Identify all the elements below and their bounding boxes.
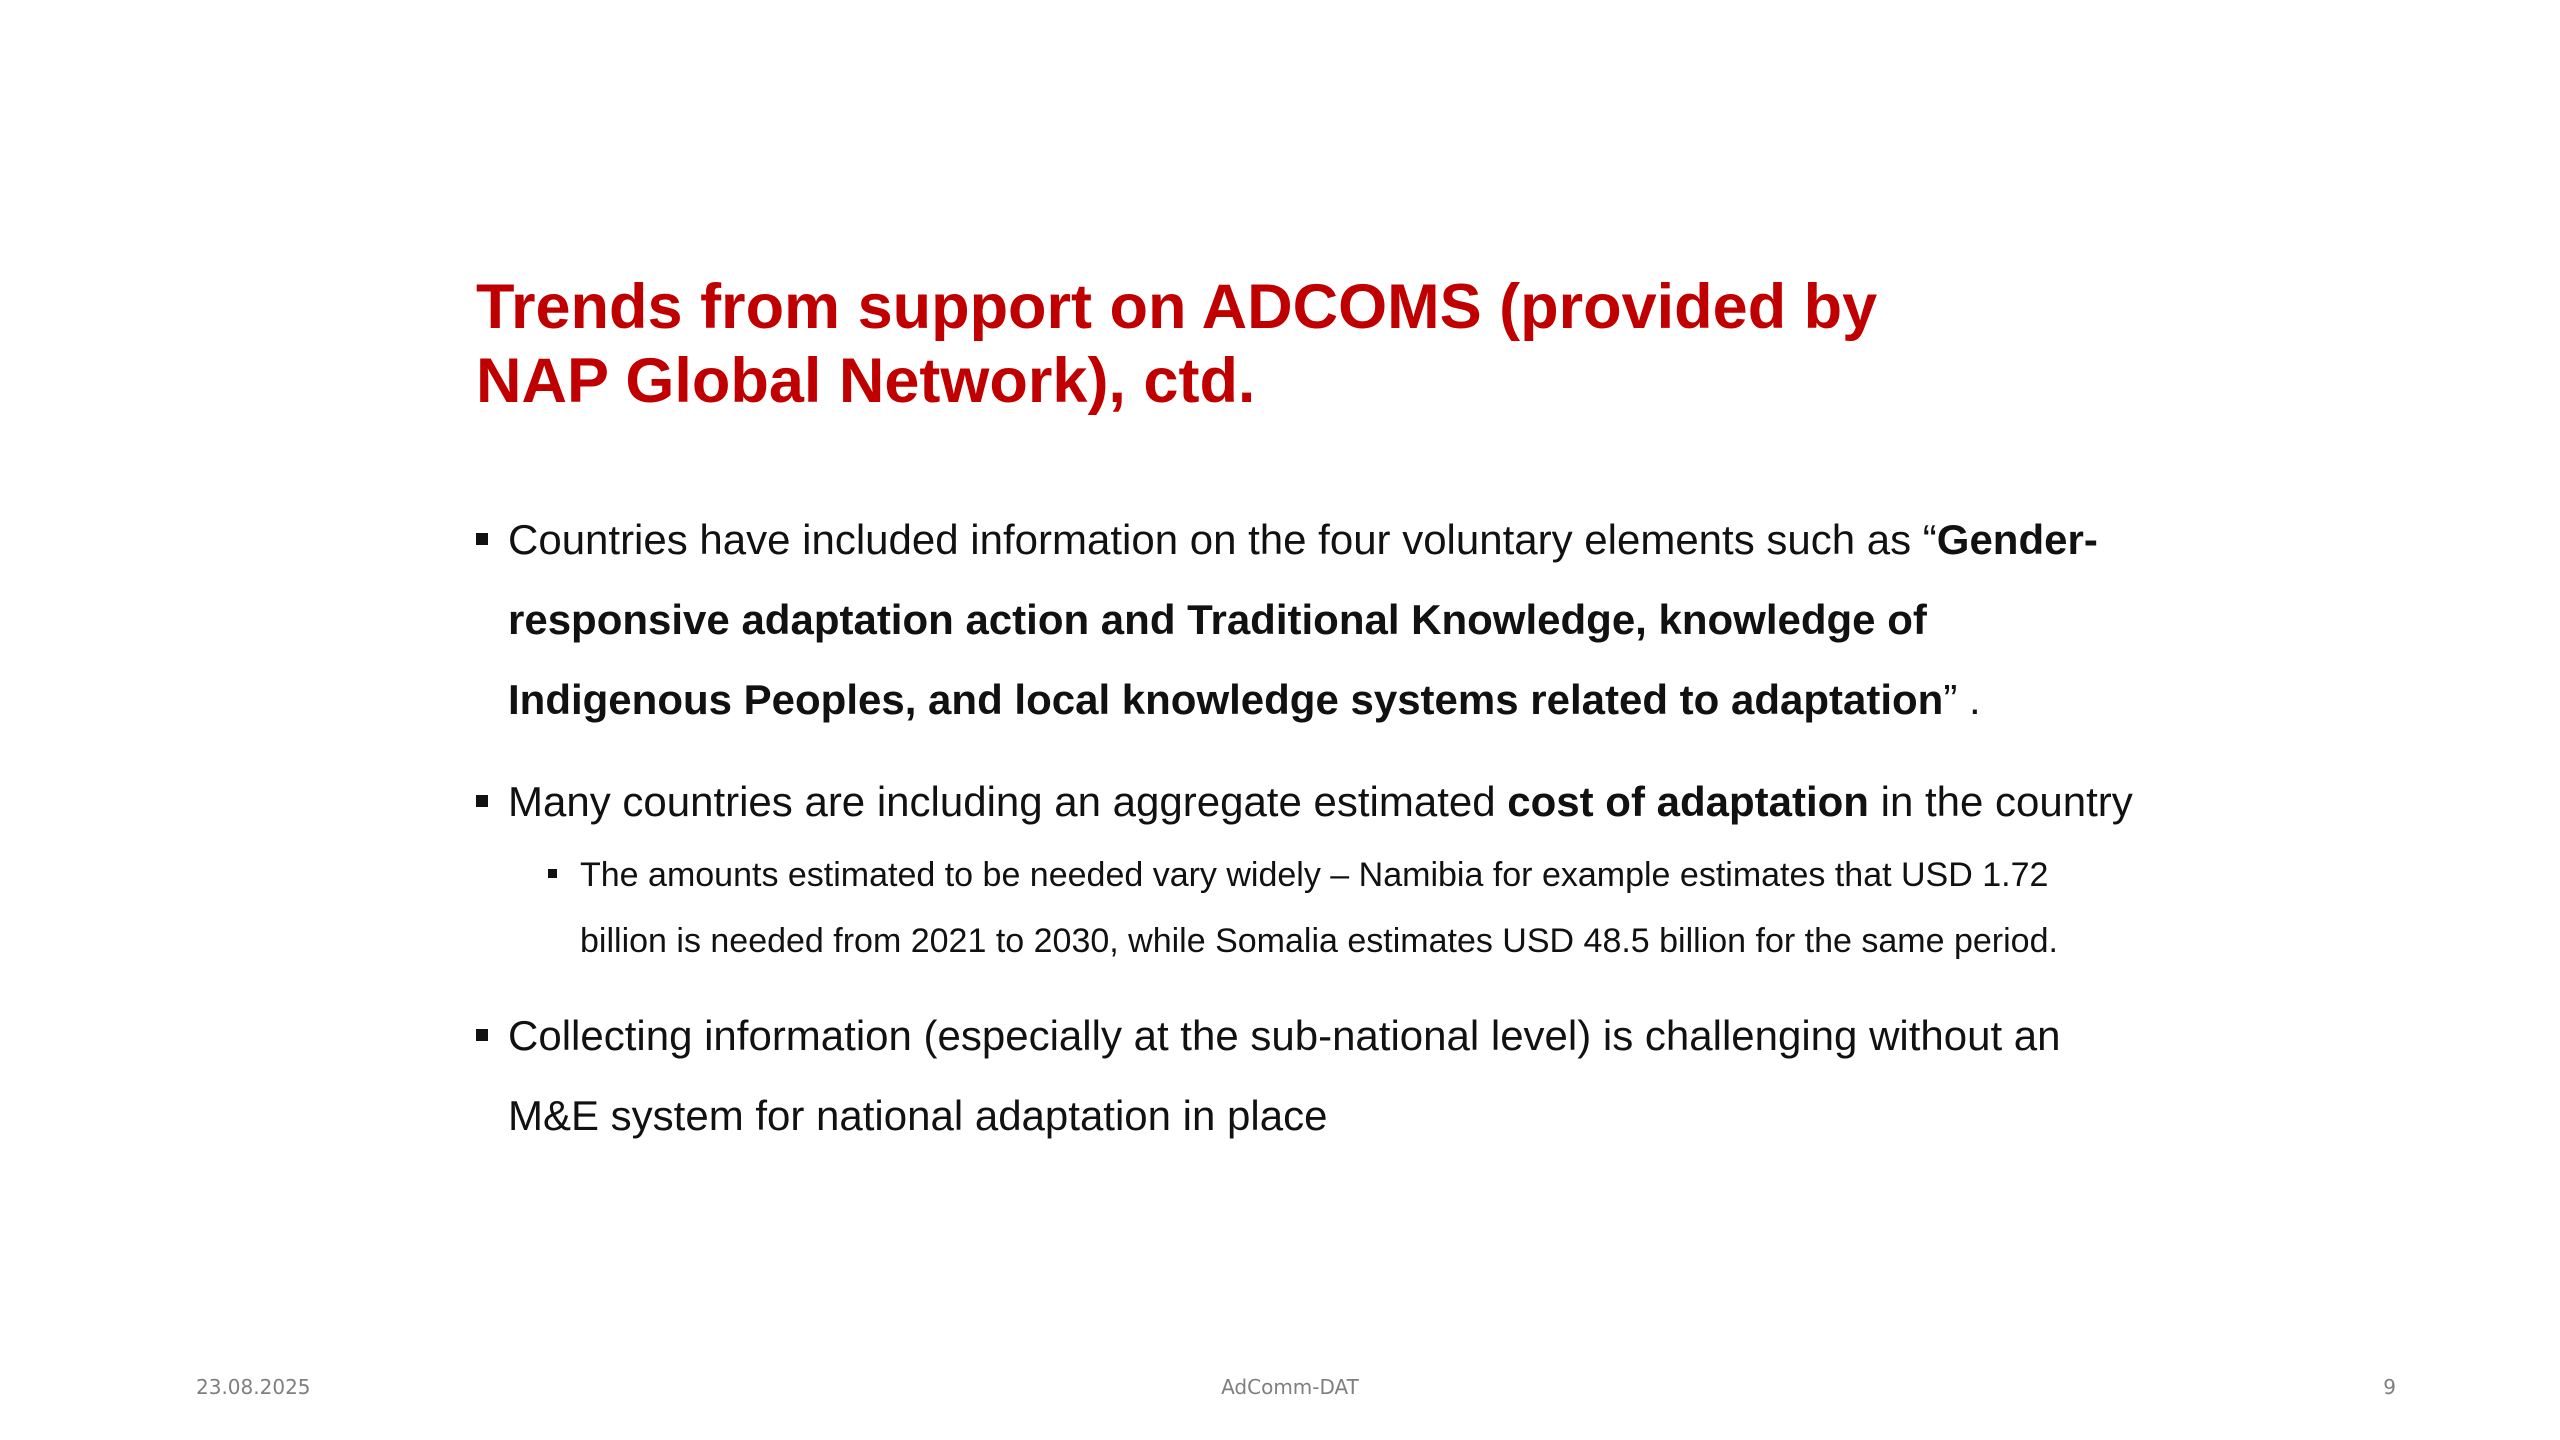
sub-bullet-item-amounts [548,842,2266,974]
square-bullet-icon [476,533,488,545]
footer-date: 23.08.2025 [196,1375,311,1399]
bullet-item-cost-of-adaptation [476,762,2266,842]
bullet-text: in the country [1868,778,2133,825]
bullet-list [476,500,2266,1156]
bullet-bold-text: Indigenous Peoples, and local knowledge systems related to adaptation [508,676,1944,723]
sub-bullet-line: The amounts estimated to be needed vary widely – Namibia for example estimates that USD 1.72 [580,856,2049,894]
page-number: 9 [2383,1375,2396,1399]
bullet-item-collecting-information [476,996,2266,1156]
bullet-text: ” . [1943,676,1981,723]
bullet-text: Countries have included information on the four voluntary elements such as “ [508,516,1937,563]
bullet-line [508,660,2266,740]
spacer [476,974,2266,996]
bullet-bold-text: cost of adaptation [1507,778,1869,825]
bullet-bold-text: Gender- [1936,516,2098,563]
bullet-line [508,580,2266,660]
square-bullet-icon [548,869,557,878]
footer-center-label: AdComm-DAT [1221,1375,1359,1399]
slide-title-line-2: NAP Global Network), ctd. [476,346,1256,416]
bullet-line: M&E system for national adaptation in place [508,1092,1328,1139]
bullet-line [508,762,2266,842]
sub-bullet-line: billion is needed from 2021 to 2030, while Somalia estimates USD 48.5 billion for the same period. [580,922,2058,960]
spacer [476,740,2266,762]
square-bullet-icon [476,1029,488,1041]
bullet-line [508,500,2266,580]
bullet-line: Collecting information (especially at the sub-national level) is challenging without an [508,1012,2061,1059]
square-bullet-icon [476,795,488,807]
bullet-text: Many countries are including an aggregate estimated [508,778,1508,825]
bullet-bold-text: responsive adaptation action and Traditional Knowledge, knowledge of [508,596,1927,643]
bullet-item-voluntary-elements [476,500,2266,740]
slide-title [476,270,2276,418]
slide-title-line-1: Trends from support on ADCOMS (provided by [476,272,1878,342]
